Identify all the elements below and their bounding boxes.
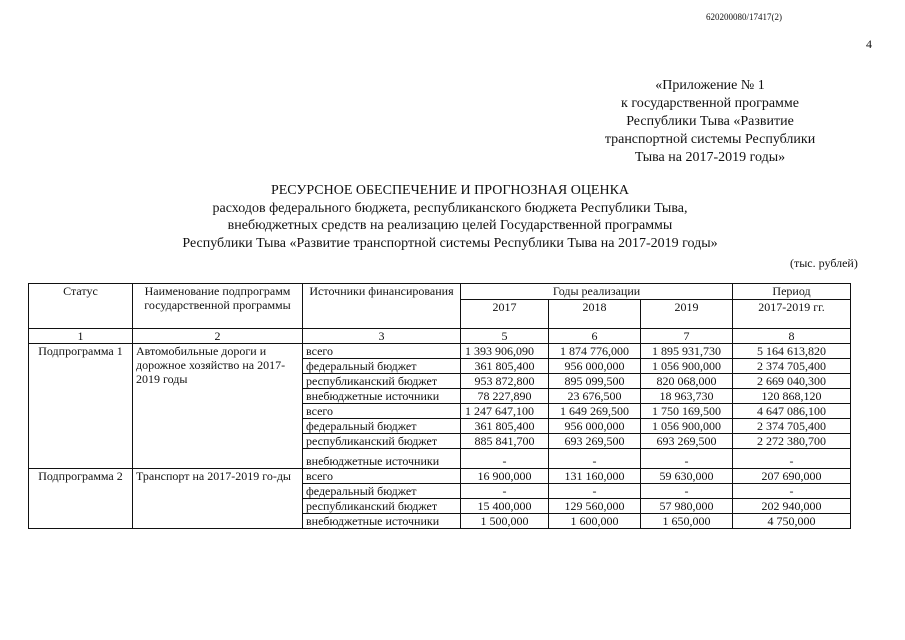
header-year-2019: 2019	[641, 300, 733, 329]
value-2017: 78 227,890	[461, 389, 549, 404]
header-period: Период	[733, 284, 851, 300]
value-2018: -	[549, 449, 641, 469]
appendix-note	[560, 77, 860, 167]
value-2019: -	[641, 449, 733, 469]
value-total: 207 690,000	[733, 469, 851, 484]
column-index: 7	[641, 329, 733, 344]
value-2017: 15 400,000	[461, 499, 549, 514]
column-index: 2	[133, 329, 303, 344]
value-2017: 361 805,400	[461, 359, 549, 374]
value-2017: 885 841,700	[461, 434, 549, 449]
source-cell: республиканский бюджет	[303, 434, 461, 449]
value-2019: 1 056 900,000	[641, 419, 733, 434]
value-total: -	[733, 484, 851, 499]
source-cell: внебюджетные источники	[303, 389, 461, 404]
value-2018: 956 000,000	[549, 359, 641, 374]
document-id: 620200080/17417(2)	[706, 12, 782, 22]
value-2019: 18 963,730	[641, 389, 733, 404]
column-index: 1	[29, 329, 133, 344]
value-2017: 16 900,000	[461, 469, 549, 484]
value-2019: 693 269,500	[641, 434, 733, 449]
program-name-cell: Автомобильные дороги и дорожное хозяйство на 2017-2019 годы	[133, 344, 303, 469]
source-cell: внебюджетные источники	[303, 449, 461, 469]
column-index: 8	[733, 329, 851, 344]
source-cell: федеральный бюджет	[303, 359, 461, 374]
header-year-2018: 2018	[549, 300, 641, 329]
appendix-line: транспортной системы Республики	[604, 132, 816, 147]
document-title	[150, 182, 750, 252]
source-cell: федеральный бюджет	[303, 419, 461, 434]
value-2017: 1 500,000	[461, 514, 549, 529]
value-2019: -	[641, 484, 733, 499]
value-2019: 820 068,000	[641, 374, 733, 389]
value-2019: 59 630,000	[641, 469, 733, 484]
table-row	[29, 469, 851, 484]
value-2018: 956 000,000	[549, 419, 641, 434]
value-total: 2 374 705,400	[733, 419, 851, 434]
appendix-line: к государственной программе	[621, 96, 799, 111]
source-cell: федеральный бюджет	[303, 484, 461, 499]
value-total: 2 272 380,700	[733, 434, 851, 449]
value-total: 202 940,000	[733, 499, 851, 514]
title-line: РЕСУРСНОЕ ОБЕСПЕЧЕНИЕ И ПРОГНОЗНАЯ ОЦЕНКА	[270, 183, 630, 198]
value-total: 4 647 086,100	[733, 404, 851, 419]
value-2019: 1 750 169,500	[641, 404, 733, 419]
value-total: 2 669 040,300	[733, 374, 851, 389]
source-cell: республиканский бюджет	[303, 499, 461, 514]
title-line: Республики Тыва «Развитие транспортной системы Республики Тыва на 2017-2019 годы»	[182, 235, 718, 251]
value-2018: 131 160,000	[549, 469, 641, 484]
appendix-line: Республики Тыва «Развитие	[626, 114, 794, 129]
value-2017: 1 393 906,090	[461, 344, 549, 359]
source-cell: республиканский бюджет	[303, 374, 461, 389]
column-index-row	[29, 329, 851, 344]
value-2017: 1 247 647,100	[461, 404, 549, 419]
value-2018: 693 269,500	[549, 434, 641, 449]
value-2017: 361 805,400	[461, 419, 549, 434]
funding-table	[28, 283, 851, 529]
header-year-2017: 2017	[461, 300, 549, 329]
value-total: 4 750,000	[733, 514, 851, 529]
column-index: 3	[303, 329, 461, 344]
page-number: 4	[866, 37, 872, 51]
value-2018: -	[549, 484, 641, 499]
value-total: -	[733, 449, 851, 469]
value-2017: -	[461, 449, 549, 469]
value-2018: 1 600,000	[549, 514, 641, 529]
value-2018: 129 560,000	[549, 499, 641, 514]
status-cell: Подпрограмма 1	[29, 344, 133, 469]
appendix-line: «Приложение № 1	[655, 78, 765, 93]
value-2017: 953 872,800	[461, 374, 549, 389]
value-total: 120 868,120	[733, 389, 851, 404]
header-period-range: 2017-2019 гг.	[733, 300, 851, 329]
appendix-line: Тыва на 2017-2019 годы»	[634, 150, 786, 165]
source-cell: всего	[303, 404, 461, 419]
value-2017: -	[461, 484, 549, 499]
title-line: расходов федерального бюджета, республиканского бюджета Республики Тыва,	[212, 200, 688, 216]
status-cell: Подпрограмма 2	[29, 469, 133, 529]
column-index: 5	[461, 329, 549, 344]
value-total: 2 374 705,400	[733, 359, 851, 374]
value-2018: 895 099,500	[549, 374, 641, 389]
value-2018: 1 649 269,500	[549, 404, 641, 419]
header-source: Источники финансирования	[303, 284, 461, 329]
value-2019: 1 650,000	[641, 514, 733, 529]
value-2019: 1 056 900,000	[641, 359, 733, 374]
value-2019: 1 895 931,730	[641, 344, 733, 359]
value-2018: 1 874 776,000	[549, 344, 641, 359]
title-line: внебюджетных средств на реализацию целей Государственной программы	[227, 218, 673, 233]
header-row	[29, 284, 851, 300]
program-name-cell: Транспорт на 2017-2019 го-ды	[133, 469, 303, 529]
value-2019: 57 980,000	[641, 499, 733, 514]
source-cell: внебюджетные источники	[303, 514, 461, 529]
header-status: Статус	[29, 284, 133, 329]
column-index: 6	[549, 329, 641, 344]
table-row	[29, 344, 851, 359]
source-cell: всего	[303, 344, 461, 359]
source-cell: всего	[303, 469, 461, 484]
value-2018: 23 676,500	[549, 389, 641, 404]
header-name: Наименование подпрограмм государственной программы	[133, 284, 303, 329]
value-total: 5 164 613,820	[733, 344, 851, 359]
units-note: (тыс. рублей)	[790, 256, 858, 270]
header-years: Годы реализации	[461, 284, 733, 300]
